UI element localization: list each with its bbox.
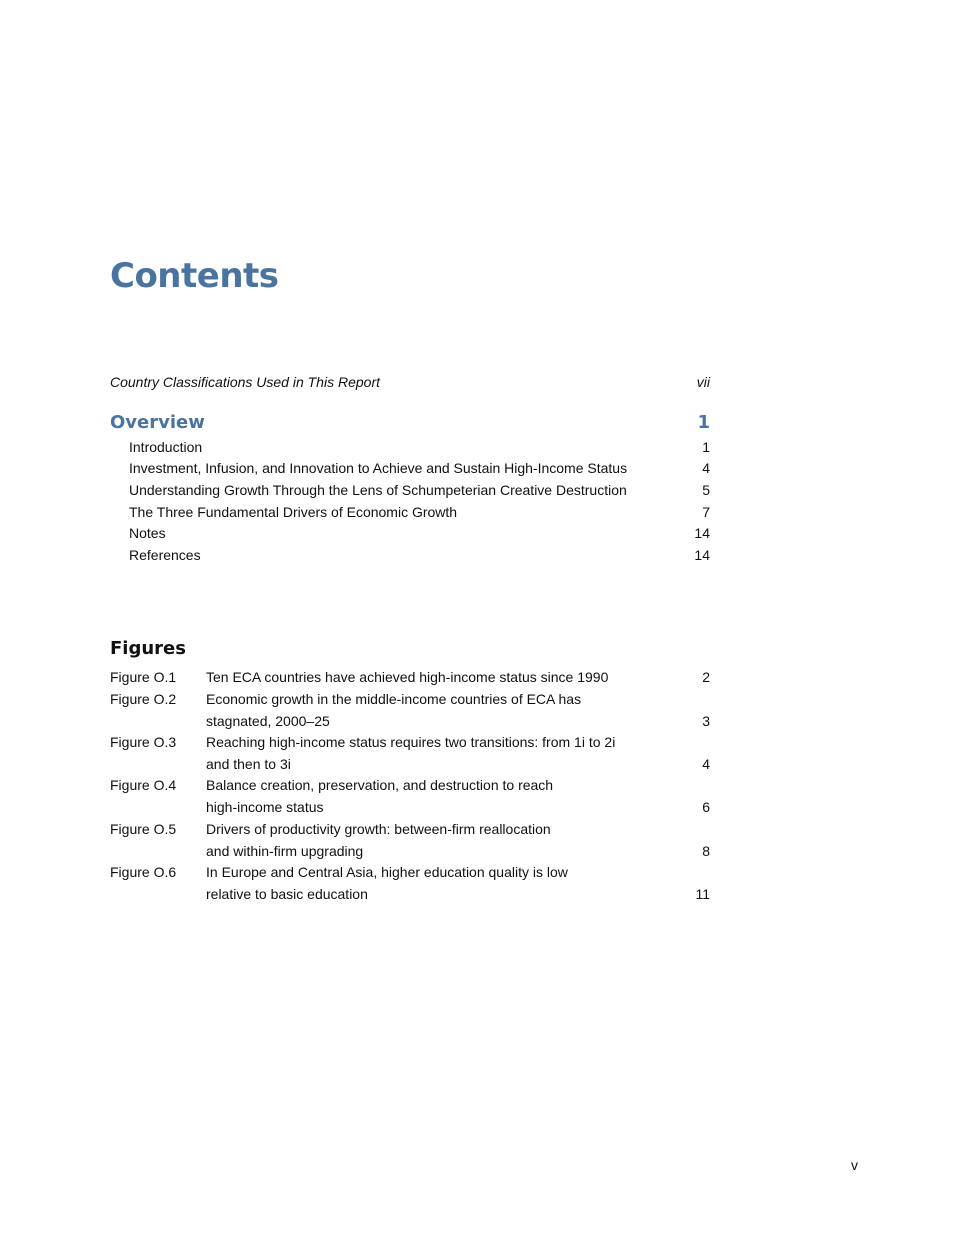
figure-title (206, 819, 666, 862)
figure-page: 2 (702, 669, 710, 685)
toc-entry-title: References (129, 547, 201, 563)
figure-page: 11 (695, 885, 710, 902)
figure-title-line: stagnated, 2000–25 (206, 712, 330, 729)
figure-page: 3 (702, 712, 710, 729)
toc-entry-page: 7 (702, 504, 710, 520)
toc-section-page: 1 (697, 412, 710, 433)
figure-title (206, 732, 666, 775)
figure-label: Figure O.4 (110, 777, 177, 793)
toc-entry-page: 1 (702, 439, 710, 455)
figure-title-line: and then to 3i (206, 755, 291, 772)
toc-entry-title: Investment, Infusion, and Innovation to Achieve and Sustain High-Income Status (129, 460, 628, 476)
toc-entry-three-drivers[interactable] (110, 503, 710, 521)
toc-entry-page: 14 (694, 525, 710, 541)
page-number: v (851, 1157, 858, 1173)
figure-title-line: Economic growth in the middle-income countries of ECA has (206, 691, 582, 707)
toc-section-overview[interactable] (110, 412, 710, 434)
figure-title (206, 667, 666, 689)
toc-entry-page: 14 (694, 547, 710, 563)
figure-title-line: high-income status (206, 798, 324, 815)
toc-entry-notes[interactable] (110, 524, 710, 542)
figure-title-line: Ten ECA countries have achieved high-income status since 1990 (206, 669, 609, 685)
toc-entry-title: Introduction (129, 439, 203, 455)
toc-entry-references[interactable] (110, 546, 710, 564)
toc-entry-page: 5 (702, 482, 710, 498)
toc-entry-title: Understanding Growth Through the Lens of Schumpeterian Creative Destruction (129, 482, 627, 498)
figure-label: Figure O.6 (110, 864, 177, 880)
figures-heading: Figures (110, 638, 186, 659)
figure-page: 8 (702, 842, 710, 859)
figure-title (206, 862, 666, 905)
figure-entry-o6[interactable] (110, 862, 710, 905)
figure-title (206, 775, 666, 818)
toc-entry-country-classifications[interactable] (110, 373, 710, 391)
figure-title-line: In Europe and Central Asia, higher education quality is low (206, 864, 568, 880)
figure-label: Figure O.3 (110, 734, 177, 750)
toc-entry-investment-infusion-innovation[interactable] (110, 459, 710, 477)
toc-entry-page: 4 (702, 460, 710, 476)
figure-title (206, 689, 666, 732)
figure-title-line: Balance creation, preservation, and destruction to reach (206, 777, 554, 793)
toc-entry-title: Notes (129, 525, 166, 541)
figure-label: Figure O.5 (110, 821, 177, 837)
figure-page: 4 (702, 755, 710, 772)
figure-label: Figure O.2 (110, 691, 177, 707)
figure-entry-o3[interactable] (110, 732, 710, 775)
toc-entry-title: The Three Fundamental Drivers of Economic Growth (129, 504, 458, 520)
figure-entry-o4[interactable] (110, 775, 710, 818)
toc-section-title: Overview (110, 412, 205, 433)
figure-page: 6 (702, 798, 710, 815)
figure-entry-o2[interactable] (110, 689, 710, 732)
page-title: Contents (110, 256, 279, 296)
figure-entry-o5[interactable] (110, 819, 710, 862)
figure-label: Figure O.1 (110, 669, 177, 685)
toc-entry-introduction[interactable] (110, 438, 710, 456)
toc-entry-page: vii (696, 374, 710, 390)
figure-title-line: relative to basic education (206, 885, 368, 902)
figure-entry-o1[interactable] (110, 667, 710, 689)
toc-entry-schumpeterian-growth[interactable] (110, 481, 710, 499)
figure-title-line: Reaching high-income status requires two transitions: from 1i to 2i (206, 734, 616, 750)
toc-entry-title: Country Classifications Used in This Report (110, 374, 380, 390)
figure-title-line: Drivers of productivity growth: between-firm reallocation (206, 821, 551, 837)
figure-title-line: and within-firm upgrading (206, 842, 364, 859)
